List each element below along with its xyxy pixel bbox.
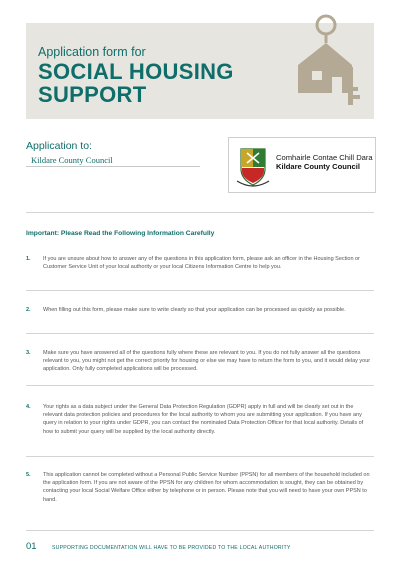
divider — [26, 385, 374, 386]
form-title-line-2: SUPPORT — [38, 82, 147, 107]
council-underline — [26, 166, 200, 167]
list-item — [26, 471, 374, 504]
item-text: Your rights as a data subject under the General Data Protection Regulation (GDPR) apply in full and will be clearly set out in the relevant data protection policies and procedures for the local authority to whom you are submitting your application. If you have any query in relation to your rights under GDPR, you can contact the nominated Data Protection Officer for that local authority. Details of how to submit your query will be supplied by the local authority directly. — [43, 404, 364, 435]
item-number: 2. — [26, 307, 31, 313]
item-number: 1. — [26, 256, 31, 262]
list-item — [26, 349, 374, 374]
divider — [26, 456, 374, 457]
page-number: 01 — [26, 541, 37, 552]
council-name-field: Kildare County Council — [31, 155, 113, 165]
list-item — [26, 255, 374, 271]
form-title — [38, 60, 234, 106]
application-to-label: Application to: — [26, 140, 92, 152]
council-name-irish: Comhairle Contae Chill Dara — [276, 153, 373, 162]
kildare-crest-icon — [235, 141, 271, 189]
divider — [26, 333, 374, 334]
divider — [26, 290, 374, 291]
item-text: If you are unsure about how to answer any of the questions in this application form, please ask an officer in the Housing Section or Customer Service Unit of your local authority or your local Citizens Information Centre to help you. — [43, 256, 360, 271]
house-key-icon — [268, 5, 368, 115]
title-banner — [26, 23, 374, 119]
item-text: This application cannot be completed without a Personal Public Service Number (PPSN) for all members of the household included on the application form. If you are not aware of the PPSN for any children for whom accommodation is sought, they can be obtained by contacting your local Social Welfare Office either by telephone or in person. Please note that you will need to have your own PPSN to hand. — [43, 472, 370, 503]
council-name-english: Kildare County Council — [276, 162, 360, 171]
item-text: When filling out this form, please make sure to write clearly so that your application can be processed as quickly as possible. — [43, 307, 346, 313]
list-item — [26, 403, 374, 436]
divider — [26, 212, 374, 213]
form-subtitle: Application form for — [38, 45, 146, 59]
council-logo — [228, 137, 376, 193]
important-heading: Important: Please Read the Following Information Carefully — [26, 230, 215, 237]
list-item — [26, 306, 374, 314]
item-number: 3. — [26, 350, 31, 356]
page-footer — [26, 540, 374, 556]
item-text: Make sure you have answered all of the questions fully where these are relevant to you. If you do not fully answer all the questions relevant to you, you might not get the correct priority for housing or else we may have to return the form to you, and it would delay your application. Only fully completed applications will be processed. — [43, 350, 371, 373]
footer-note: SUPPORTING DOCUMENTATION WILL HAVE TO BE PROVIDED TO THE LOCAL AUTHORITY — [52, 545, 291, 551]
form-title-line-1: SOCIAL HOUSING — [38, 59, 234, 84]
divider — [26, 530, 374, 531]
item-number: 4. — [26, 404, 31, 410]
item-number: 5. — [26, 472, 31, 478]
